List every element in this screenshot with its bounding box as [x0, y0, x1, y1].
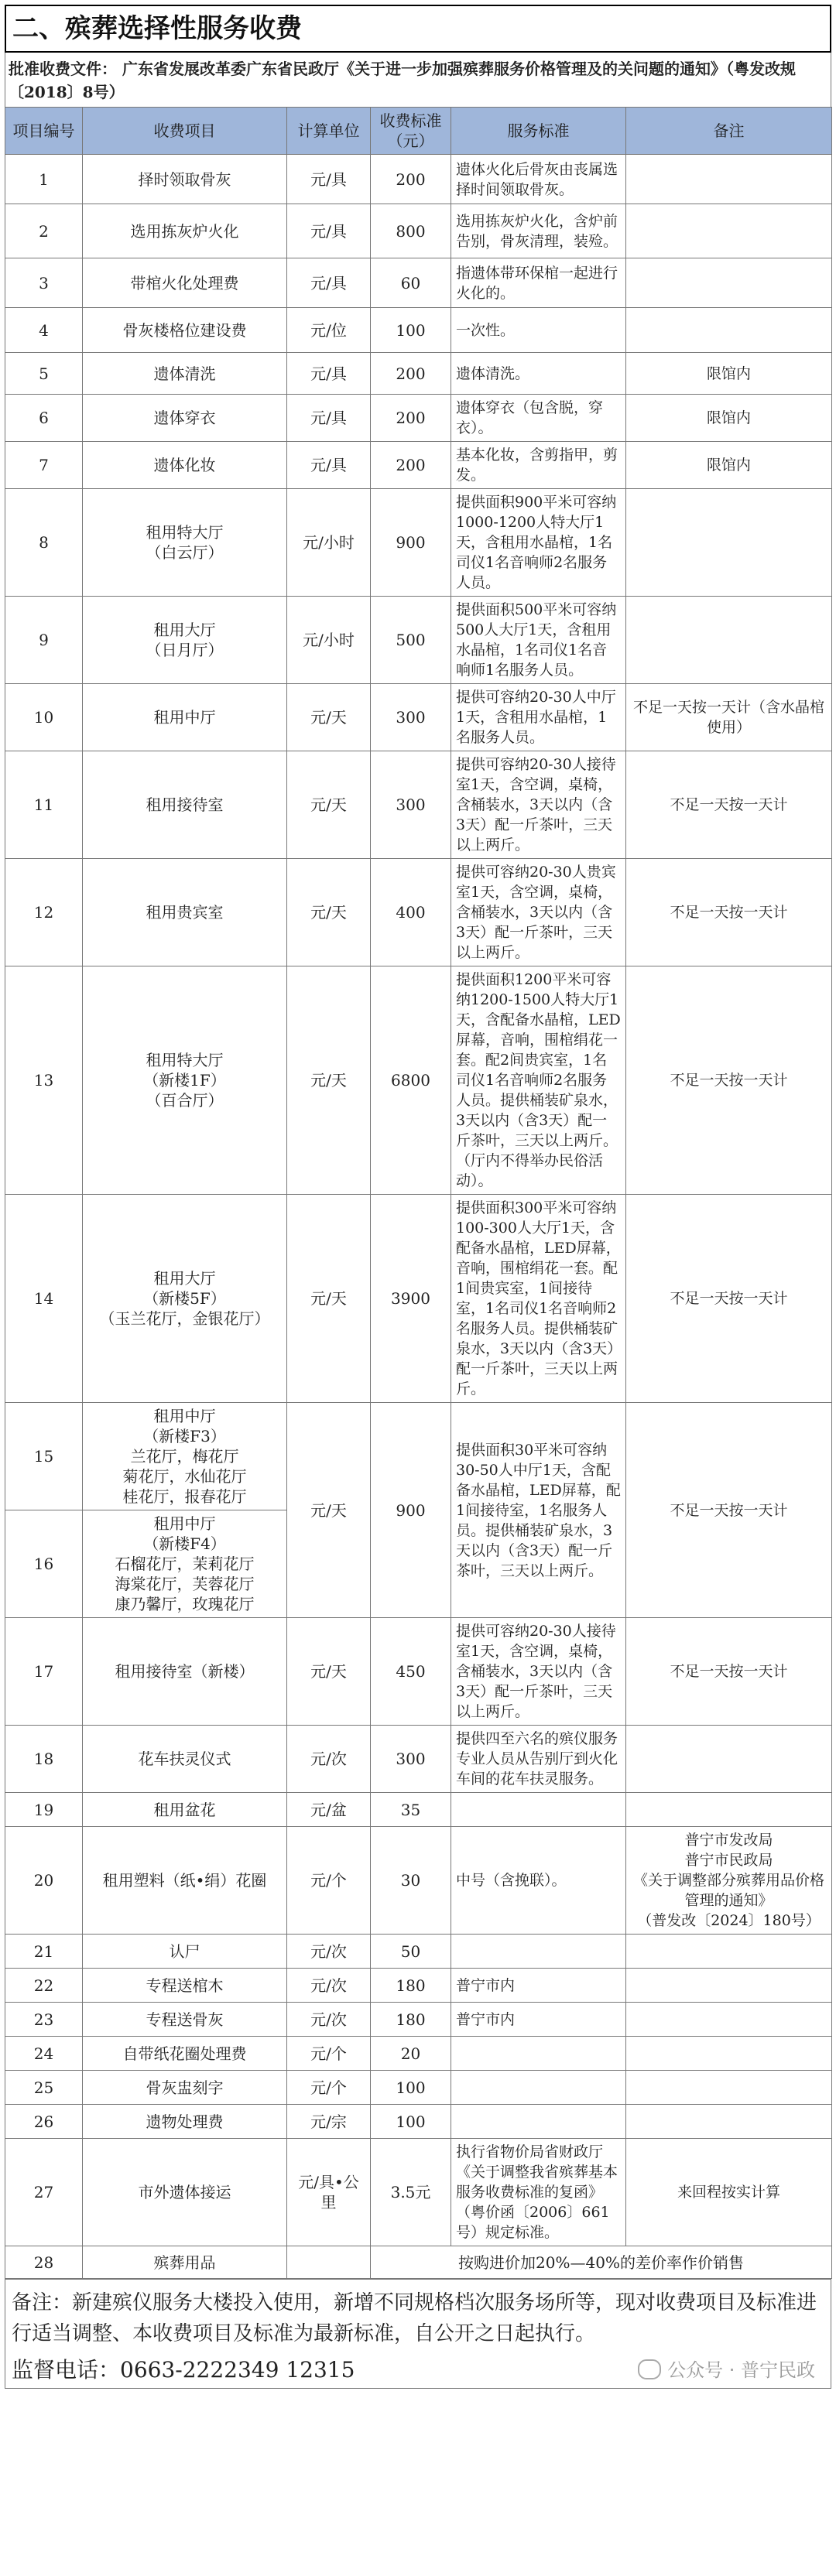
cell-service: 遗体清洗。: [451, 353, 626, 395]
cell-no: 27: [5, 2139, 83, 2246]
cell-unit: 元/个: [287, 1827, 371, 1935]
cell-price: 20: [371, 2037, 451, 2071]
watermark: [638, 2352, 815, 2388]
cell-item: 租用特大厅 （白云厅）: [83, 489, 287, 597]
cell-item: 骨灰盅刻字: [83, 2071, 287, 2105]
cell-service: 提供可容纳20-30人接待室1天，含空调，桌椅，含桶装水，3天以内（含3天）配一斤茶叶，三天以上两斤。: [451, 751, 626, 859]
cell-price: 3900: [371, 1195, 451, 1403]
cell-no: 21: [5, 1935, 83, 1969]
cell-no: 11: [5, 751, 83, 859]
header-no: 项目编号: [5, 108, 83, 155]
cell-service: 提供可容纳20-30人中厅1天，含租用水晶棺，1名服务人员。: [451, 684, 626, 751]
cell-price: 900: [371, 489, 451, 597]
cell-unit: 元/天: [287, 1195, 371, 1403]
cell-service: 提供面积300平米可容纳100-300人大厅1天，含配备水晶棺，LED屏幕，音响，围棺绢花一套。配1间贵宾室，1间接待室，1名司仪1名音响师2名服务人员。提供桶装矿泉水，3天以内（含3天）配一斤茶叶，三天以上两斤。: [451, 1195, 626, 1403]
cell-remark: [626, 1793, 832, 1827]
cell-price: 900: [371, 1403, 451, 1618]
cell-no: 16: [5, 1510, 83, 1618]
cell-item: 专程送棺木: [83, 1969, 287, 2003]
cell-service: 提供面积30平米可容纳30-50人中厅1天，含配备水晶棺，LED屏幕，配1间接待室，1名服务人员。提供桶装矿泉水，3天以内（含3天）配一斤茶叶，三天以上两斤。: [451, 1403, 626, 1618]
cell-service: 遗体火化后骨灰由丧属选择时间领取骨灰。: [451, 155, 626, 204]
cell-service: [451, 1935, 626, 1969]
cell-unit: 元/次: [287, 1935, 371, 1969]
cell-remark: [626, 258, 832, 308]
cell-unit: 元/天: [287, 1403, 371, 1618]
cell-no: 13: [5, 966, 83, 1195]
cell-remark: 不足一天按一天计: [626, 1618, 832, 1726]
cell-remark: [626, 204, 832, 258]
cell-no: 9: [5, 597, 83, 684]
cell-no: 6: [5, 395, 83, 442]
table-row: [5, 684, 832, 751]
cell-service: 提供面积900平米可容纳1000-1200人特大厅1天，含租用水晶棺，1名司仪1名音响师2名服务人员。: [451, 489, 626, 597]
cell-price: 3.5元: [371, 2139, 451, 2246]
cell-service: 普宁市内: [451, 2003, 626, 2037]
cell-item: 自带纸花圈处理费: [83, 2037, 287, 2071]
header-unit: 计算单位: [287, 108, 371, 155]
cell-price: 180: [371, 1969, 451, 2003]
table-row: [5, 1403, 832, 1510]
table-row: [5, 1618, 832, 1726]
cell-price: 6800: [371, 966, 451, 1195]
header-service: 服务标准: [451, 108, 626, 155]
cell-no: 2: [5, 204, 83, 258]
cell-service: 提供可容纳20-30人贵宾室1天，含空调，桌椅，含桶装水，3天以内（含3天）配一斤茶叶，三天以上两斤。: [451, 859, 626, 966]
cell-remark: [626, 155, 832, 204]
cell-unit: 元/天: [287, 859, 371, 966]
cell-item: 专程送骨灰: [83, 2003, 287, 2037]
cell-service: [451, 2071, 626, 2105]
cell-remark: 不足一天按一天计: [626, 751, 832, 859]
table-row: [5, 308, 832, 353]
cell-price: 60: [371, 258, 451, 308]
cell-unit: 元/小时: [287, 489, 371, 597]
cell-item: 选用拣灰炉火化: [83, 204, 287, 258]
cell-unit: 元/次: [287, 1726, 371, 1793]
cell-price: 100: [371, 2071, 451, 2105]
cell-service: 普宁市内: [451, 1969, 626, 2003]
cell-service: [451, 2105, 626, 2139]
fee-document: [5, 5, 831, 2389]
cell-no: 28: [5, 2246, 83, 2279]
cell-unit: 元/具: [287, 353, 371, 395]
cell-price: 200: [371, 442, 451, 489]
cell-item: 租用中厅: [83, 684, 287, 751]
cell-service: [451, 2037, 626, 2071]
header-price: 收费标准（元）: [371, 108, 451, 155]
cell-unit: 元/天: [287, 966, 371, 1195]
cell-remark: [626, 2003, 832, 2037]
cell-unit: 元/位: [287, 308, 371, 353]
cell-remark: [626, 1935, 832, 1969]
cell-service: 执行省物价局省财政厅《关于调整我省殡葬基本服务收费标准的复函》（粤价函〔2006〕661号）规定标准。: [451, 2139, 626, 2246]
cell-remark: [626, 2105, 832, 2139]
cell-no: 14: [5, 1195, 83, 1403]
cell-remark: [626, 597, 832, 684]
cell-service: 中号（含挽联）。: [451, 1827, 626, 1935]
cell-unit: 元/具: [287, 204, 371, 258]
cell-no: 25: [5, 2071, 83, 2105]
cell-item: 市外遗体接运: [83, 2139, 287, 2246]
cell-unit: 元/个: [287, 2037, 371, 2071]
cell-item: 租用贵宾室: [83, 859, 287, 966]
cell-service: 遗体穿衣（包含脱，穿衣）。: [451, 395, 626, 442]
cell-service: 选用拣灰炉火化，含炉前告别，骨灰清理，装殓。: [451, 204, 626, 258]
section-title: 二、殡葬选择性服务收费: [5, 5, 831, 53]
cell-no: 5: [5, 353, 83, 395]
cell-remark: 来回程按实计算: [626, 2139, 832, 2246]
cell-remark: [626, 1969, 832, 2003]
cell-item: 带棺火化处理费: [83, 258, 287, 308]
cell-no: 26: [5, 2105, 83, 2139]
table-row: [5, 859, 832, 966]
cell-service: 提供面积500平米可容纳500人大厅1天，含租用水晶棺，1名司仪1名音响师1名服务人员。: [451, 597, 626, 684]
cell-no: 23: [5, 2003, 83, 2037]
cell-unit: 元/具: [287, 258, 371, 308]
cell-item: 花车扶灵仪式: [83, 1726, 287, 1793]
cell-item: 择时领取骨灰: [83, 155, 287, 204]
cell-unit: 元/宗: [287, 2105, 371, 2139]
cell-no: 19: [5, 1793, 83, 1827]
cell-no: 22: [5, 1969, 83, 2003]
cell-no: 15: [5, 1403, 83, 1510]
cell-item: 租用大厅 （新楼5F） （玉兰花厅，金银花厅）: [83, 1195, 287, 1403]
table-row: [5, 751, 832, 859]
cell-item: 租用盆花: [83, 1793, 287, 1827]
cell-unit: 元/个: [287, 2071, 371, 2105]
cell-price: 180: [371, 2003, 451, 2037]
cell-price: 100: [371, 308, 451, 353]
cell-remark: [626, 2071, 832, 2105]
cell-item: 殡葬用品: [83, 2246, 287, 2279]
footer: [5, 2352, 831, 2389]
cell-no: 7: [5, 442, 83, 489]
cell-unit: 元/具: [287, 395, 371, 442]
header-remark: 备注: [626, 108, 832, 155]
table-row: [5, 1726, 832, 1793]
cell-no: 20: [5, 1827, 83, 1935]
cell-price: 400: [371, 859, 451, 966]
cell-no: 1: [5, 155, 83, 204]
cell-item: 租用大厅 （日月厅）: [83, 597, 287, 684]
cell-service: 指遗体带环保棺一起进行火化的。: [451, 258, 626, 308]
cell-item: 认尸: [83, 1935, 287, 1969]
table-row: [5, 2246, 832, 2279]
cell-service: [451, 1793, 626, 1827]
table-row: [5, 1935, 832, 1969]
table-row: [5, 2139, 832, 2246]
cell-unit: 元/次: [287, 1969, 371, 2003]
cell-item: 租用接待室（新楼）: [83, 1618, 287, 1726]
cell-item: 遗体穿衣: [83, 395, 287, 442]
cell-unit: [287, 2246, 371, 2279]
cell-remark: 限馆内: [626, 353, 832, 395]
cell-service: 提供可容纳20-30人接待室1天，含空调，桌椅，含桶装水，3天以内（含3天）配一斤茶叶，三天以上两斤。: [451, 1618, 626, 1726]
table-row: [5, 2003, 832, 2037]
cell-item: 遗体化妆: [83, 442, 287, 489]
cell-service: 一次性。: [451, 308, 626, 353]
cell-item: 遗物处理费: [83, 2105, 287, 2139]
cell-price: 200: [371, 395, 451, 442]
cell-remark: [626, 1726, 832, 1793]
cell-no: 24: [5, 2037, 83, 2071]
cell-no: 3: [5, 258, 83, 308]
cell-item: 租用特大厅 （新楼1F） （百合厅）: [83, 966, 287, 1195]
cell-no: 12: [5, 859, 83, 966]
table-header-row: [5, 108, 832, 155]
table-row: [5, 155, 832, 204]
cell-price: 300: [371, 1726, 451, 1793]
cell-service: 提供面积1200平米可容纳1200-1500人特大厅1天，含配备水晶棺，LED屏幕，音响，围棺绢花一套。配2间贵宾室，1名司仪1名音响师2名服务人员。提供桶装矿泉水，3天以内（含3天）配一斤茶叶，三天以上两斤。（厅内不得举办民俗活动）。: [451, 966, 626, 1195]
cell-remark: [626, 489, 832, 597]
cell-remark: 限馆内: [626, 442, 832, 489]
cell-unit: 元/天: [287, 751, 371, 859]
cell-price: 500: [371, 597, 451, 684]
cell-remark: [626, 2037, 832, 2071]
cell-remark: 不足一天按一天计: [626, 1403, 832, 1618]
cell-unit: 元/次: [287, 2003, 371, 2037]
cell-remark: 不足一天按一天计: [626, 859, 832, 966]
table-row: [5, 1969, 832, 2003]
cell-unit: 元/天: [287, 684, 371, 751]
cell-remark: [626, 308, 832, 353]
wechat-icon: [638, 2359, 661, 2379]
cell-price: 450: [371, 1618, 451, 1726]
cell-service: 按购进价加20%—40%的差价率作价销售: [371, 2246, 832, 2279]
cell-unit: 元/具: [287, 155, 371, 204]
cell-remark: 不足一天按一天计: [626, 1195, 832, 1403]
cell-price: 50: [371, 1935, 451, 1969]
cell-item: 租用接待室: [83, 751, 287, 859]
cell-price: 200: [371, 155, 451, 204]
cell-unit: 元/盆: [287, 1793, 371, 1827]
cell-remark: 不足一天按一天计: [626, 966, 832, 1195]
table-row: [5, 258, 832, 308]
table-row: [5, 2105, 832, 2139]
cell-price: 100: [371, 2105, 451, 2139]
table-row: [5, 489, 832, 597]
table-row: [5, 204, 832, 258]
cell-unit: 元/具•公里: [287, 2139, 371, 2246]
cell-item: 租用中厅 （新楼F4） 石榴花厅，茉莉花厅 海棠花厅，芙蓉花厅 康乃馨厅，玫瑰花厅: [83, 1510, 287, 1618]
hotline: 监督电话：0663-2222349 12315: [12, 2357, 355, 2383]
cell-remark: 普宁市发改局 普宁市民政局 《关于调整部分殡葬用品价格管理的通知》 （普发改〔2024〕180号）: [626, 1827, 832, 1935]
table-row: [5, 442, 832, 489]
cell-price: 35: [371, 1793, 451, 1827]
cell-unit: 元/小时: [287, 597, 371, 684]
fee-table-body: [5, 155, 832, 2279]
cell-no: 8: [5, 489, 83, 597]
cell-remark: 不足一天按一天计（含水晶棺使用）: [626, 684, 832, 751]
cell-no: 10: [5, 684, 83, 751]
table-row: [5, 2037, 832, 2071]
cell-service: 提供四至六名的殡仪服务专业人员从告别厅到火化车间的花车扶灵服务。: [451, 1726, 626, 1793]
fee-table: [5, 107, 832, 2279]
table-row: [5, 1793, 832, 1827]
cell-unit: 元/具: [287, 442, 371, 489]
table-row: [5, 395, 832, 442]
cell-remark: 限馆内: [626, 395, 832, 442]
remark-note: 备注：新建殡仪服务大楼投入使用，新增不同规格档次服务场所等，现对收费项目及标准进行适当调整、本收费项目及标准为最新标准，自公开之日起执行。: [5, 2279, 831, 2352]
cell-price: 200: [371, 353, 451, 395]
table-row: [5, 2071, 832, 2105]
cell-no: 17: [5, 1618, 83, 1726]
cell-no: 4: [5, 308, 83, 353]
cell-price: 300: [371, 751, 451, 859]
table-row: [5, 353, 832, 395]
table-row: [5, 597, 832, 684]
table-row: [5, 1827, 832, 1935]
cell-price: 30: [371, 1827, 451, 1935]
cell-item: 租用塑料（纸•绢）花圈: [83, 1827, 287, 1935]
table-row: [5, 966, 832, 1195]
table-row: [5, 1195, 832, 1403]
cell-item: 租用中厅 （新楼F3） 兰花厅，梅花厅 菊花厅，水仙花厅 桂花厅，报春花厅: [83, 1403, 287, 1510]
cell-service: 基本化妆，含剪指甲，剪发。: [451, 442, 626, 489]
cell-unit: 元/天: [287, 1618, 371, 1726]
cell-price: 300: [371, 684, 451, 751]
watermark-text: 公众号 · 普宁民政: [667, 2359, 815, 2381]
cell-item: 遗体清洗: [83, 353, 287, 395]
cell-price: 800: [371, 204, 451, 258]
cell-no: 18: [5, 1726, 83, 1793]
approval-document: 批准收费文件： 广东省发展改革委广东省民政厅《关于进一步加强殡葬服务价格管理及的关问题的通知》（粤发改规〔2018〕8号）: [5, 53, 831, 107]
cell-item: 骨灰楼格位建设费: [83, 308, 287, 353]
header-item: 收费项目: [83, 108, 287, 155]
